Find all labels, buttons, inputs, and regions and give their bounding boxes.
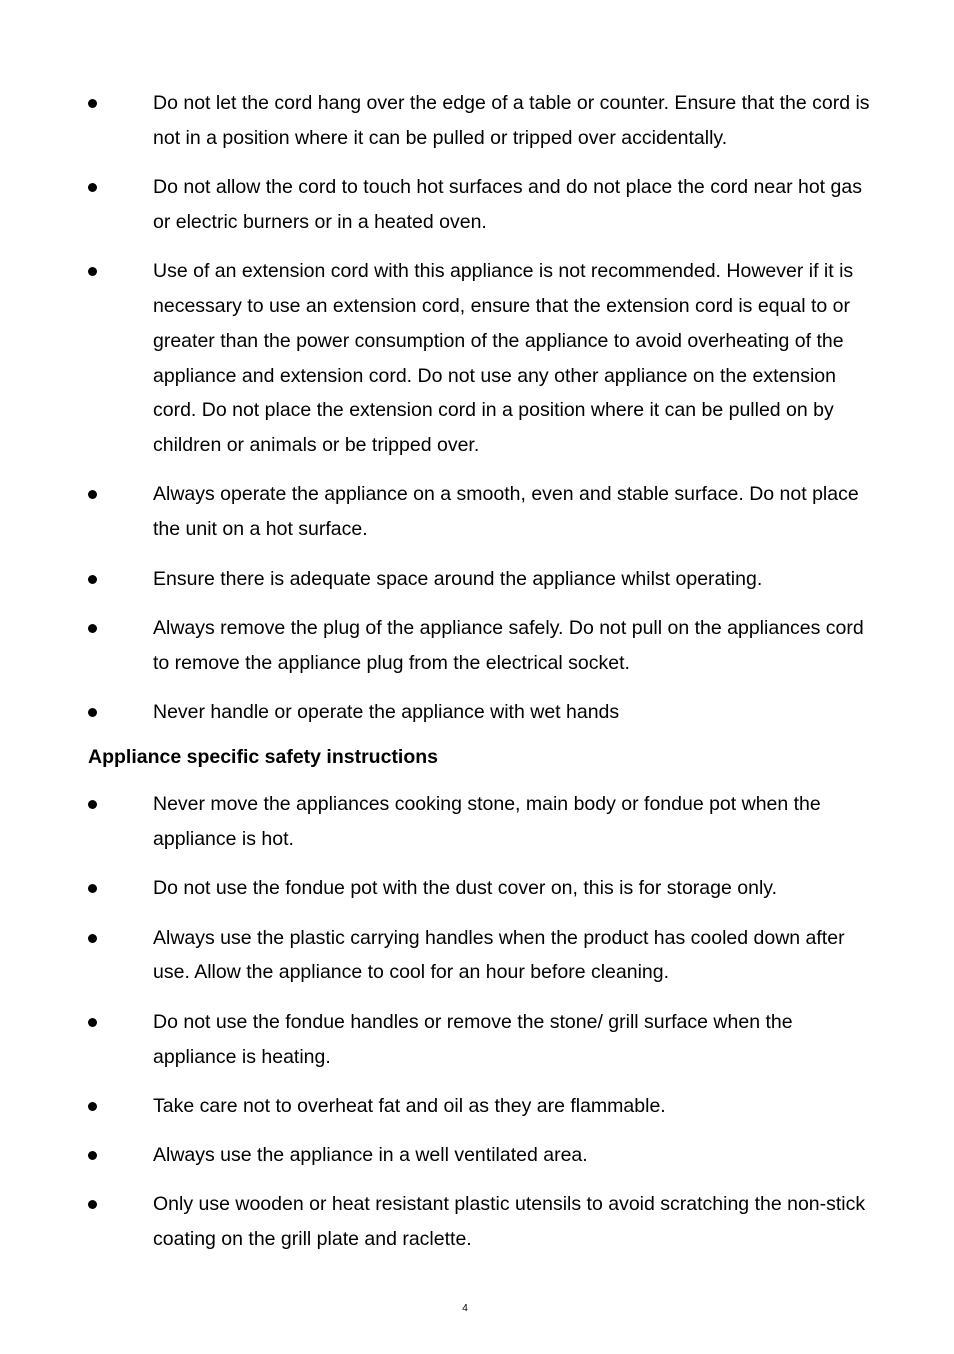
page-number: 4 <box>462 1303 468 1314</box>
list-item <box>88 86 878 156</box>
bullet-icon <box>88 267 97 276</box>
list-item-text: Ensure there is adequate space around the appliance whilst operating. <box>153 567 763 590</box>
specific-safety-list <box>88 787 878 1257</box>
list-item <box>88 921 878 991</box>
bullet-icon <box>88 934 97 943</box>
list-item-text: Always operate the appliance on a smooth, even and stable surface. Do not place the unit on a hot surface. <box>153 483 859 541</box>
list-item-text: Take care not to overheat fat and oil as they are flammable. <box>153 1094 666 1117</box>
list-item <box>88 562 878 597</box>
list-item <box>88 871 878 906</box>
list-item <box>88 611 878 681</box>
list-item-text: Do not allow the cord to touch hot surfaces and do not place the cord near hot gas or electric burners or in a heated oven. <box>153 176 862 233</box>
bullet-icon <box>88 884 97 893</box>
list-item <box>88 1187 878 1257</box>
list-item <box>88 477 878 547</box>
list-item-text: Never handle or operate the appliance with wet hands <box>153 700 620 723</box>
list-item-text: Do not use the fondue pot with the dust cover on, this is for storage only. <box>153 877 777 900</box>
list-item <box>88 1089 878 1124</box>
bullet-icon <box>88 1018 97 1027</box>
list-item <box>88 254 878 463</box>
bullet-icon <box>88 1200 97 1209</box>
bullet-icon <box>88 708 97 717</box>
bullet-icon <box>88 575 97 584</box>
bullet-icon <box>88 99 97 108</box>
list-item-text: Always use the appliance in a well ventilated area. <box>153 1144 588 1167</box>
list-item-text: Do not use the fondue handles or remove the stone/ grill surface when the appliance is heating. <box>153 1010 793 1068</box>
list-item <box>88 695 878 730</box>
bullet-icon <box>88 624 97 633</box>
bullet-icon <box>88 490 97 499</box>
list-item <box>88 1005 878 1075</box>
general-safety-list <box>88 86 878 730</box>
page-content <box>88 86 878 1272</box>
list-item-text: Use of an extension cord with this appliance is not recommended. However if it is necessary to use an extension cord, ensure that the extension cord is equal to or greater than the power consumption of the appliance to avoid overheating of the appliance and extension cord. Do not use any other appliance on the extension cord. Do not place the extension cord in a position where it can be pulled on by children or animals or be tripped over. <box>153 260 854 457</box>
bullet-icon <box>88 183 97 192</box>
list-item-text: Only use wooden or heat resistant plastic utensils to avoid scratching the non-stick coating on the grill plate and raclette. <box>153 1193 866 1251</box>
bullet-icon <box>88 800 97 809</box>
list-item-text: Never move the appliances cooking stone, main body or fondue pot when the appliance is hot. <box>153 793 821 851</box>
list-item <box>88 170 878 240</box>
list-item-text: Do not let the cord hang over the edge of a table or counter. Ensure that the cord is not in a position where it can be pulled or tripped over accidentally. <box>153 92 870 149</box>
bullet-icon <box>88 1102 97 1111</box>
list-item <box>88 787 878 857</box>
list-item-text: Always use the plastic carrying handles when the product has cooled down after use. Allow the appliance to cool for an hour before cleaning. <box>153 926 845 984</box>
list-item <box>88 1138 878 1173</box>
list-item-text: Always remove the plug of the appliance safely. Do not pull on the appliances cord to remove the appliance plug from the electrical socket. <box>153 616 864 674</box>
section-heading: Appliance specific safety instructions <box>88 746 439 769</box>
bullet-icon <box>88 1151 97 1160</box>
